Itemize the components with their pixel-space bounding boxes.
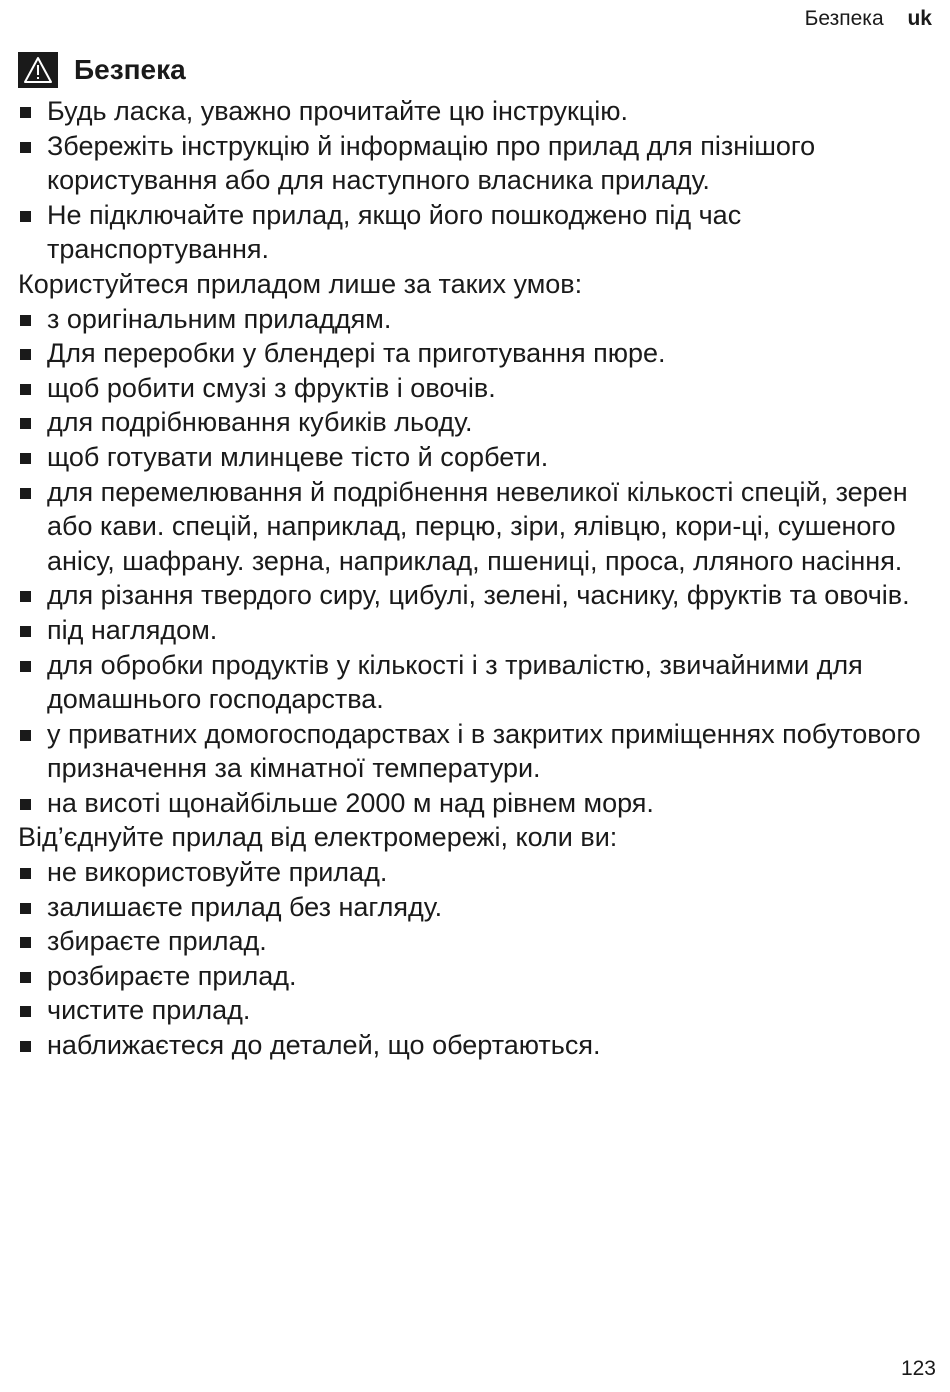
warning-triangle-icon (18, 52, 58, 88)
list-item: для перемелювання й подрібнення невеликої кількості спецій, зерен або кави. спецій, наприклад, перцю, зіри, ялівцю, кори-ці, сушеного анісу, шафрану. зерна, наприклад, пшениці, проса, лляного насіння. (18, 475, 934, 579)
general-safety-list (18, 94, 934, 267)
list-item: Збережіть інструкцію й інформацію про прилад для пізнішого користування або для наступного власника приладу. (18, 129, 934, 198)
list-item: для подрібнювання кубиків льоду. (18, 405, 934, 440)
list-item: чистите прилад. (18, 993, 934, 1028)
list-item: не використовуйте прилад. (18, 855, 934, 890)
list-item: під наглядом. (18, 613, 934, 648)
list-item: щоб робити смузі з фруктів і овочів. (18, 371, 934, 406)
list-item: для обробки продуктів у кількості і з тривалістю, звичайними для домашнього господарства. (18, 648, 934, 717)
list-item: Будь ласка, уважно прочитайте цю інструкцію. (18, 94, 934, 129)
list-item: Не підключайте прилад, якщо його пошкоджено під час транспортування. (18, 198, 934, 267)
list-item: збираєте прилад. (18, 924, 934, 959)
disconnect-intro: Від’єднуйте прилад від електромережі, коли ви: (18, 822, 618, 853)
list-item: щоб готувати млинцеве тісто й сорбети. (18, 440, 934, 475)
running-header (805, 6, 932, 32)
header-section-title: Безпека (804, 7, 884, 30)
usage-conditions-intro: Користуйтеся приладом лише за таких умов: (18, 268, 583, 299)
header-language-code: uk (907, 7, 932, 30)
section-title: Безпека (74, 54, 186, 85)
list-item: з оригінальним приладдям. (18, 302, 934, 337)
page-content (18, 52, 934, 1063)
list-item: для різання твердого сиру, цибулі, зелені, часнику, фруктів та овочів. (18, 578, 934, 613)
list-item: залишаєте прилад без нагляду. (18, 890, 934, 925)
list-item: у приватних домогосподарствах і в закритих приміщеннях побутового призначення за кімнатної температури. (18, 717, 934, 786)
list-item: наближаєтеся до деталей, що обертаються. (18, 1028, 934, 1063)
section-heading (18, 52, 934, 88)
usage-conditions-list (18, 302, 934, 821)
list-item: розбираєте прилад. (18, 959, 934, 994)
page-number: 123 (900, 1357, 936, 1380)
disconnect-conditions-list (18, 855, 934, 1063)
list-item: на висоті щонайбільше 2000 м над рівнем моря. (18, 786, 934, 821)
list-item: Для переробки у блендері та приготування пюре. (18, 336, 934, 371)
